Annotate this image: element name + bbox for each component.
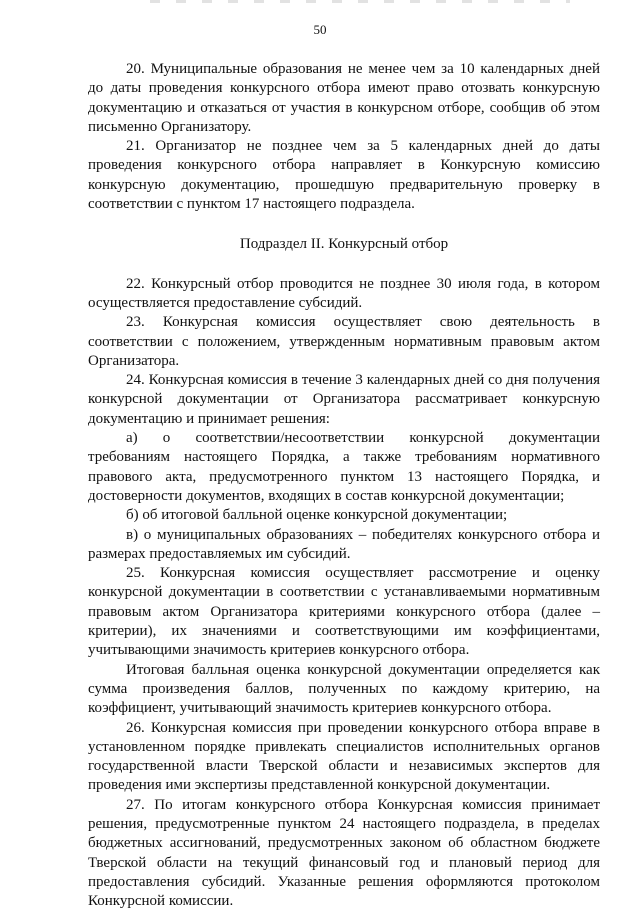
scan-edge-artifact [150, 0, 570, 3]
page-number: 50 [313, 22, 327, 37]
paragraph-25: 25. Конкурсная комиссия осуществляет рассмотрение и оценку конкурсной документации в соответствии с устанавливаемыми нормативным правовым актом Организатора критериями конкурсного отбора (далее – критерии), их значениями и соответствующими им коэффициентами, учитывающими значимость критериев конкурсного отбора. [88, 565, 600, 659]
paragraph-26: 26. Конкурсная комиссия при проведении конкурсного отбора вправе в установленном порядке привлекать специалистов исполнительных органов государственной власти Тверской области и независимых экспертов для проведения ими экспертизы представленной конкурсной документации. [88, 719, 600, 794]
paragraph-20: 20. Муниципальные образования не менее чем за 10 календарных дней до даты проведения конкурсного отбора имеют право отозвать конкурсную документацию и отказаться от участия в конкурсном отборе, сообщив об этом письменно Организатору. [88, 61, 600, 135]
paragraph-27: 27. По итогам конкурсного отбора Конкурсная комиссия принимает решения, предусмотренные пунктом 24 настоящего подраздела, в пределах бюджетных ассигнований, предусмотренных законом об областном бюджете Тверской области на текущий финансовый год и плановый период для предоставления субсидий. Указанные решения оформляются протоколом Конкурсной комиссии. [88, 796, 600, 910]
paragraph-22: 22. Конкурсный отбор проводится не позднее 30 июля года, в котором осуществляется предоставление субсидий. [88, 275, 600, 311]
document-body [88, 60, 600, 911]
paragraph-24: 24. Конкурсная комиссия в течение 3 календарных дней со дня получения конкурсной документации от Организатора рассматривает конкурсную документацию и принимает решения: [88, 372, 600, 427]
paragraph-23: 23. Конкурсная комиссия осуществляет свою деятельность в соответствии с положением, утвержденным нормативным правовым актом Организатора. [88, 314, 600, 369]
paragraph-25-cont: Итоговая балльная оценка конкурсной документации определяется как сумма произведения баллов, полученных по каждому критерию, на коэффициент, учитывающий значимость критериев конкурсного отбора. [88, 661, 600, 717]
subsection-title: Подраздел II. Конкурсный отбор [239, 236, 449, 253]
paragraph-21: 21. Организатор не позднее чем за 5 календарных дней до даты проведения конкурсного отбора направляет в Конкурсную комиссию конкурсную документацию, прошедшую предварительную проверку в соответствии с пунктом 17 настоящего подраздела. [88, 138, 600, 213]
paragraph-24-c: в) о муниципальных образованиях – победителях конкурсного отбора и размерах предоставляемых им субсидий. [88, 526, 600, 562]
paragraph-24-b: б) об итоговой балльной оценке конкурсной документации; [126, 507, 508, 524]
paragraph-24-a: а) о соответствии/несоответствии конкурсной документации требованиям настоящего Порядка, а также требованиям нормативного правового акта, предусмотренного пунктом 13 настоящего Порядка, и достоверности документов, входящих в состав конкурсной документации; [88, 430, 600, 504]
